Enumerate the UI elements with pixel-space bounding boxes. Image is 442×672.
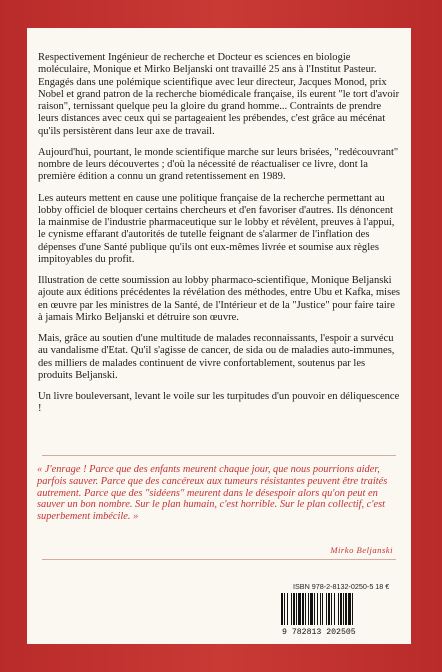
description-paragraph: Les auteurs mettent en cause une politique française de la recherche permettant au lobby officiel de bloquer certains chercheurs et d'en favoriser d'autres. Ils dénoncent la mainmise de l'industrie pharmaceutique sur le lobby et révèlent, preuves à l'appui, le cynisme effarant d'autorités de tutelle feignant de s'alarmer de l'inflation des dépenses d'une Santé publique qu'ils ont eux-mêmes livrée et soumise aux règles impitoyables du profit. — [38, 192, 395, 265]
description-paragraph: Un livre bouleversant, levant le voile sur les turpitudes d'un pouvoir en déliquescence ! — [38, 391, 400, 415]
quote-divider-top — [42, 455, 396, 456]
description-paragraph: Aujourd'hui, pourtant, le monde scientifique marche sur leurs brisées, "redécouvrant" nombre de leurs découvertes ; d'où la nécessité de réactualiser ce livre, dont la première édition a connu un grand retentissement en 1989. — [38, 146, 399, 183]
author-quote: « J'enrage ! Parce que des enfants meurent chaque jour, que nous pourrions aider, parfois sauver. Parce que des cancéreux aux tumeurs résistantes peuvent être traités autrement. Parce que des "sidéens" meurent dans le désespoir alors qu'on peut en sauver un bon nombre. Sur le plan humain, c'est horrible. Sur le plan collectif, c'est superbement imbécile. » — [37, 464, 388, 523]
isbn-price: ISBN 978-2-8132-0250-5 18 € — [293, 582, 390, 591]
back-cover-text — [38, 52, 401, 425]
barcode — [281, 593, 392, 625]
description-paragraph: Mais, grâce au soutien d'une multitude de malades reconnaissants, l'espoir a survécu au vandalisme d'Etat. Qu'il s'agisse de cancer, de sida ou de maladies auto-immunes, des milliers de malades continuent de vivre confortablement, soutenus par les produits Beljanski. — [38, 333, 395, 381]
description-paragraph: Respectivement Ingénieur de recherche et Docteur es sciences en biologie moléculaire, Monique et Mirko Beljanski ont travaillé 25 ans à l'Institut Pasteur. Engagés dans une polémique scientifique avec leur directeur, Jacques Monod, prix Nobel et grand patron de la recherche biomédicale française, ils eurent "le tort d'avoir raison", ternissant quelque peu la gloire du grand homme... Contraints de prendre leurs distances avec ceux qui se partageaient les prébendes, c'est grâce au mécénat qu'ils persistèrent dans leur axe de travail. — [38, 52, 400, 137]
barcode-number: 9 782813 202505 — [282, 628, 356, 637]
quote-divider-bottom — [42, 559, 396, 560]
quote-author: Mirko Beljanski — [330, 545, 393, 555]
description-paragraph: Illustration de cette soumission au lobby pharmaco-scientifique, Monique Beljanski ajoute aux éditions précédentes la révélation des méthodes, entre Ubu et Kafka, mises en œuvre par les ministres de la Santé, de l'Intérieur et de la "Justice" pour faire taire à jamais Mirko Beljanski et détruire son œuvre. — [38, 275, 400, 323]
